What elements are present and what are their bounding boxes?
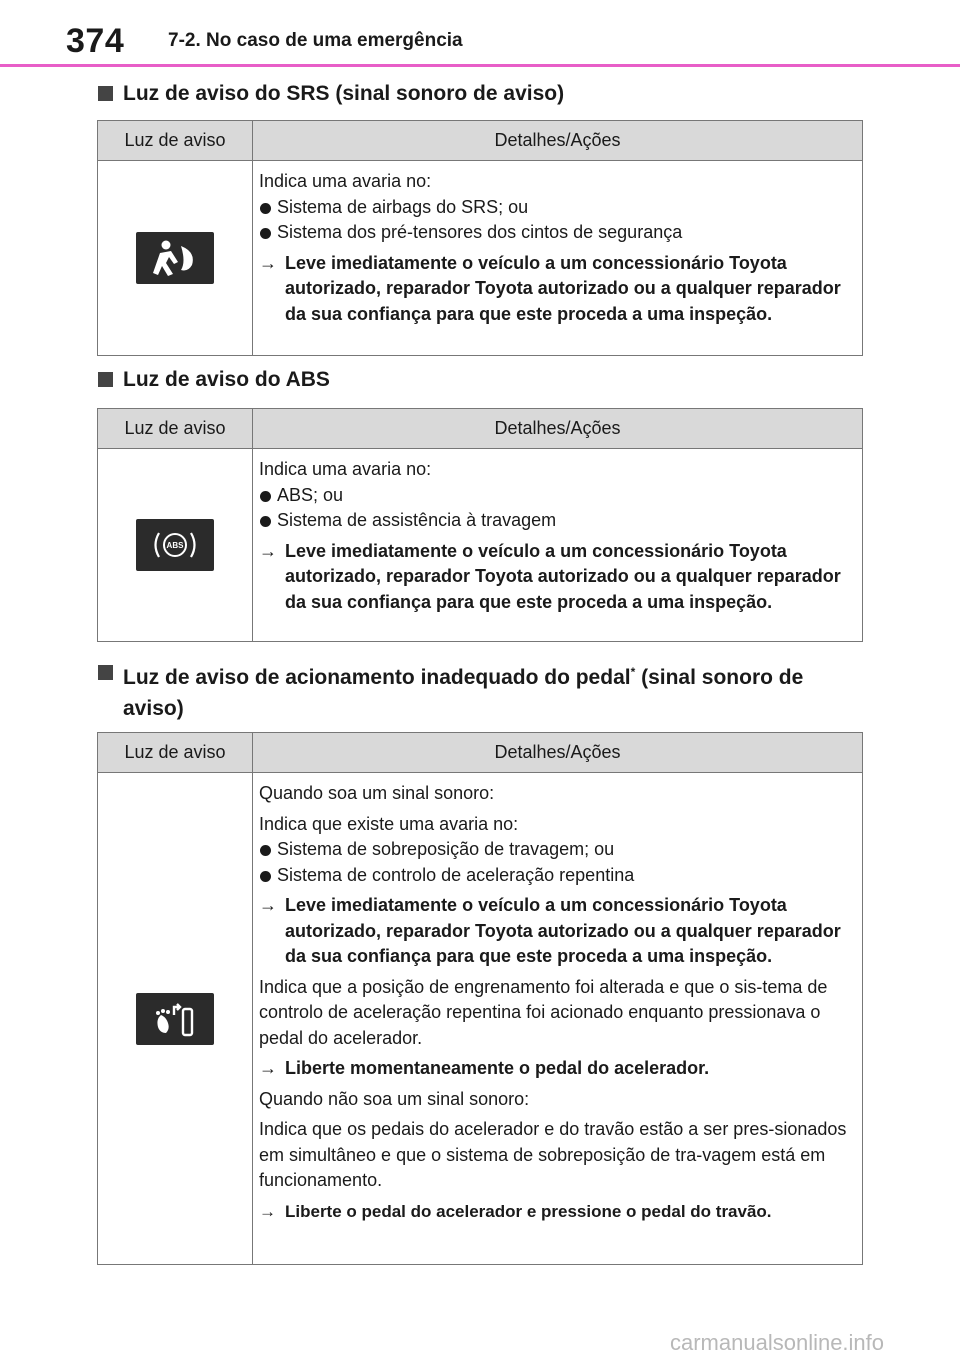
list-item: Sistema de assistência à travagem xyxy=(259,508,854,534)
action-text: → Leve imediatamente o veículo a um concessionário Toyota autorizado, reparador Toyota autorizado ou a qualquer reparador da sua confiança para que este proceda a uma inspeção. xyxy=(259,540,841,612)
details-cell xyxy=(253,449,863,642)
table-header-row xyxy=(98,121,863,161)
abs-icon xyxy=(136,519,214,571)
list-item: Sistema de airbags do SRS; ou xyxy=(259,195,854,221)
action-text: → Leve imediatamente o veículo a um concessionário Toyota autorizado, reparador Toyota autorizado ou a qualquer reparador da sua confiança para que este proceda a uma inspeção. xyxy=(259,252,841,324)
action-text: → Liberte o pedal do acelerador e pressione o pedal do travão. xyxy=(259,1199,854,1225)
header-rule xyxy=(0,64,960,67)
details-paragraph: Quando soa um sinal sonoro: xyxy=(259,783,495,803)
details-paragraph: Quando não soa um sinal sonoro: xyxy=(259,1088,530,1109)
list-item: Sistema de sobreposição de travagem; ou xyxy=(259,837,854,863)
column-header-details: Detalhes/Ações xyxy=(253,121,863,161)
list-item: Sistema de controlo de aceleração repentina xyxy=(259,863,854,889)
pedal-warning-table xyxy=(97,732,863,1265)
warning-light-cell xyxy=(98,449,253,642)
details-intro: Indica uma avaria no: xyxy=(259,459,432,479)
table-row xyxy=(98,161,863,356)
details-intro: Indica uma avaria no: xyxy=(259,171,432,191)
action-text: → Liberte momentaneamente o pedal do acelerador. xyxy=(259,1056,854,1082)
warning-light-cell xyxy=(98,773,253,1265)
srs-warning-table xyxy=(97,120,863,356)
square-bullet-icon xyxy=(98,86,113,101)
column-header-details: Detalhes/Ações xyxy=(253,733,863,773)
table-row xyxy=(98,773,863,1265)
section-title-abs: Luz de aviso do ABS xyxy=(98,364,330,395)
column-header-light: Luz de aviso xyxy=(98,733,253,773)
list-item: ABS; ou xyxy=(259,483,854,509)
watermark: carmanualsonline.info xyxy=(670,1330,885,1355)
abs-warning-table xyxy=(97,408,863,642)
abs-icon-label: ABS xyxy=(166,541,184,550)
table-header-row xyxy=(98,409,863,449)
action-text: → Leve imediatamente o veículo a um concessionário Toyota autorizado, reparador Toyota autorizado ou a qualquer reparador da sua confiança para que este proceda a uma inspeção. xyxy=(259,895,841,966)
details-paragraph: Indica que a posição de engrenamento foi alterada e que o sis-tema de controlo de aceleração repentina foi acionado enquanto pressionava o pedal do acelerador. xyxy=(259,976,828,1048)
details-cell xyxy=(253,161,863,356)
column-header-light: Luz de aviso xyxy=(98,409,253,449)
section-title-pedal: Luz de aviso de acionamento inadequado do pedal* (sinal sonoro de aviso) xyxy=(98,657,858,724)
list-item: Sistema dos pré-tensores dos cintos de segurança xyxy=(259,220,854,246)
square-bullet-icon xyxy=(98,372,113,387)
warning-light-cell xyxy=(98,161,253,356)
srs-airbag-icon xyxy=(136,232,214,284)
arrow-icon: → xyxy=(259,540,277,561)
table-header-row xyxy=(98,733,863,773)
arrow-icon: → xyxy=(259,895,277,915)
square-bullet-icon xyxy=(98,665,113,680)
table-row xyxy=(98,449,863,642)
pedal-misoperation-icon xyxy=(136,993,214,1045)
details-intro: Indica que existe uma avaria no: xyxy=(259,813,519,834)
arrow-icon: → xyxy=(259,1201,276,1221)
section-title-srs: Luz de aviso do SRS (sinal sonoro de aviso) xyxy=(98,78,564,109)
details-paragraph: Indica que os pedais do acelerador e do travão estão a ser pres-sionados em simultâneo e que o sistema de sobreposição de tra-vagem está em funcionamento. xyxy=(259,1119,847,1190)
column-header-light: Luz de aviso xyxy=(98,121,253,161)
page-number: 374 xyxy=(66,22,125,60)
details-cell xyxy=(253,773,863,1265)
page-header xyxy=(0,0,960,68)
footnote-mark: * xyxy=(630,665,636,679)
column-header-details: Detalhes/Ações xyxy=(253,409,863,449)
arrow-icon: → xyxy=(259,1058,277,1078)
chapter-title: 7-2. No caso de uma emergência xyxy=(168,30,463,51)
arrow-icon: → xyxy=(259,252,277,273)
